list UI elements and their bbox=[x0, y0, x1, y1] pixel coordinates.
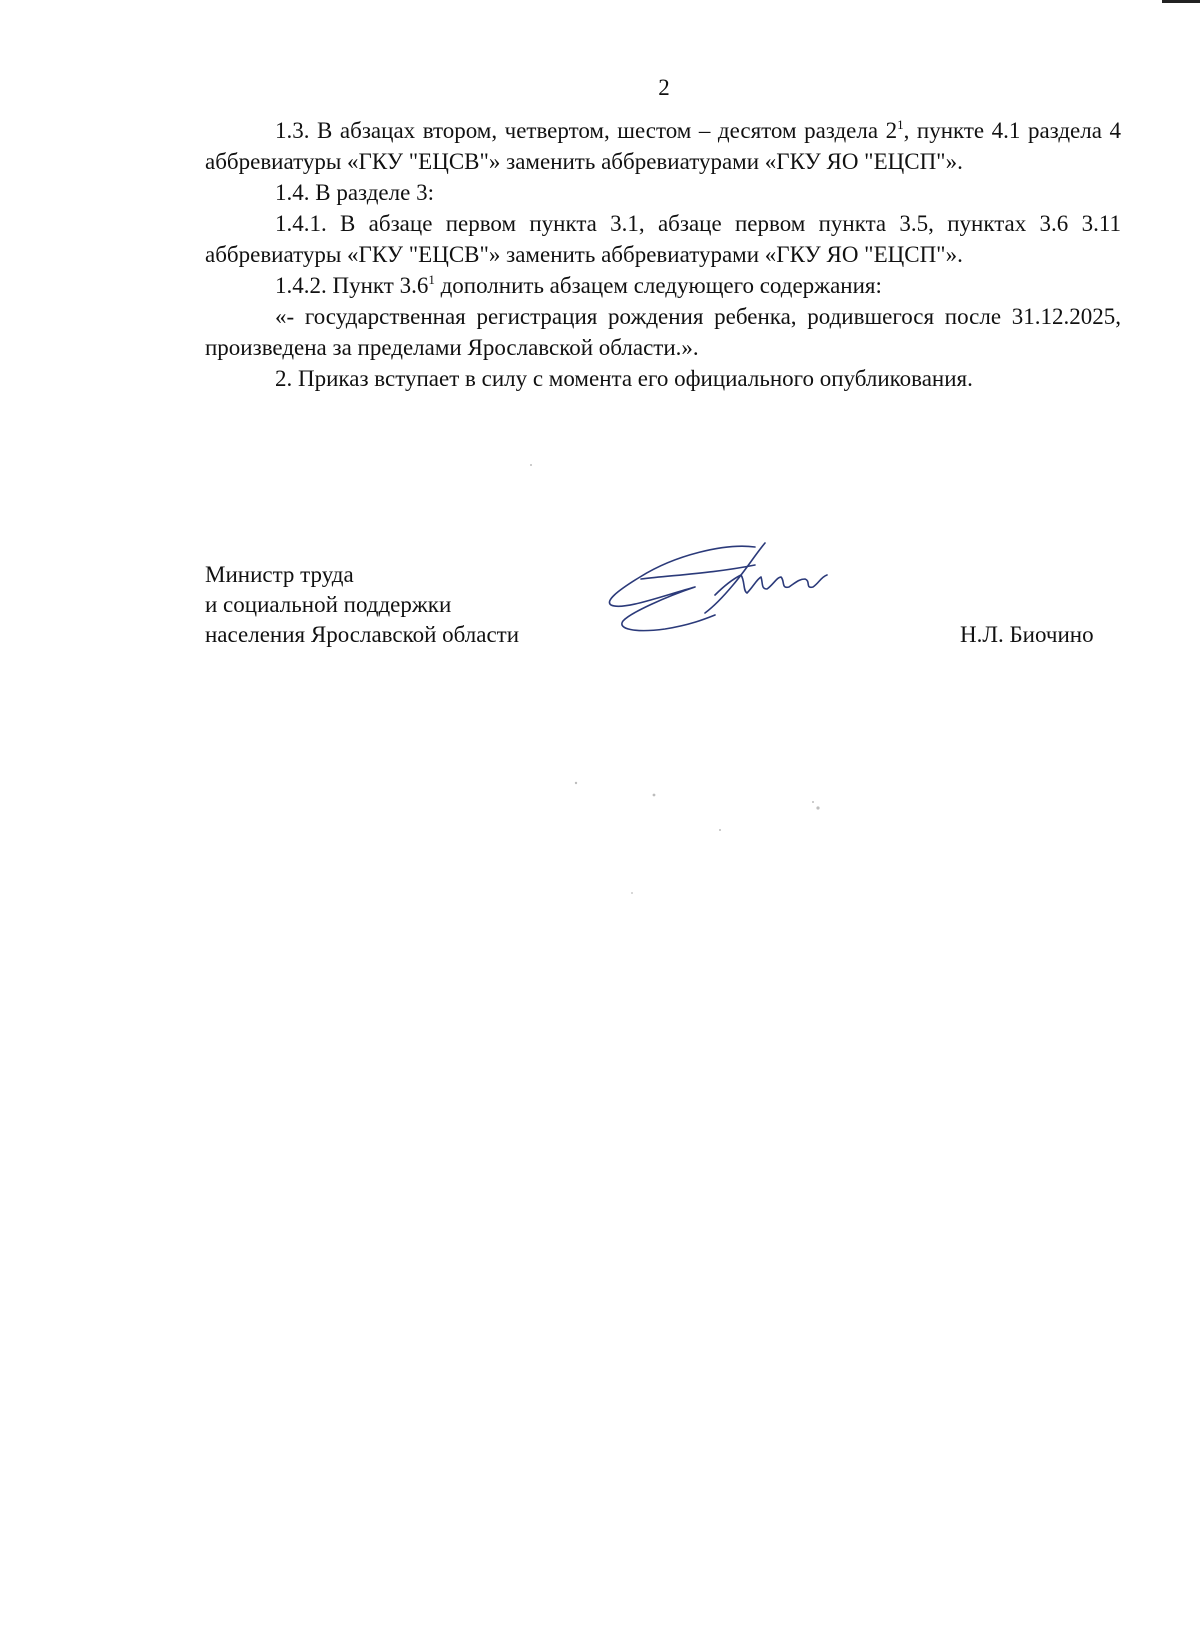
paragraph-2: 2. Приказ вступает в силу с момента его официального опубликования. bbox=[275, 366, 973, 391]
paragraph-1-4-2-text-b: дополнить абзацем следующего содержания: bbox=[434, 273, 882, 298]
signer-name: Н.Л. Биочино bbox=[960, 622, 1094, 647]
document-body bbox=[205, 115, 1121, 394]
paragraph-1-4-2 bbox=[205, 270, 1121, 301]
paragraph-1-3 bbox=[205, 115, 1121, 177]
scan-corner-mark bbox=[1162, 0, 1200, 3]
superscript-2: 1 bbox=[428, 272, 435, 287]
paragraph-1-3-text-b: , пункте 4.1 раздела 4 аббревиатуры «ГКУ "ЕЦСВ"» заменить аббревиатурами «ГКУ ЯО "ЕЦСП"». bbox=[205, 118, 1121, 174]
paragraph-1-3-text-a: 1.3. В абзацах втором, четвертом, шестом – десятом раздела 2 bbox=[275, 118, 898, 143]
paragraph-1-4-2-text-a: 1.4.2. Пункт 3.6 bbox=[275, 273, 429, 298]
paragraph-1-4-1: 1.4.1. В абзаце первом пункта 3.1, абзаце первом пункта 3.5, пунктах 3.6 3.11 аббревиатуры «ГКУ "ЕЦСВ"» заменить аббревиатурами «ГКУ ЯО "ЕЦСП"». bbox=[205, 211, 1121, 267]
signatory-title-line-1: Министр труда bbox=[205, 562, 354, 587]
page-number: 2 bbox=[658, 75, 670, 100]
superscript-1: 1 bbox=[897, 117, 904, 132]
paragraph-quote: «- государственная регистрация рождения ребенка, родившегося после 31.12.2025, произведена за пределами Ярославской области.». bbox=[205, 304, 1121, 360]
signatory-title-line-2: и социальной поддержки bbox=[205, 592, 452, 617]
paragraph-1-4: 1.4. В разделе 3: bbox=[275, 180, 434, 205]
signatory-title-line-3: населения Ярославской области bbox=[205, 622, 520, 647]
signatory-title bbox=[205, 560, 519, 650]
handwritten-signature bbox=[605, 535, 855, 645]
